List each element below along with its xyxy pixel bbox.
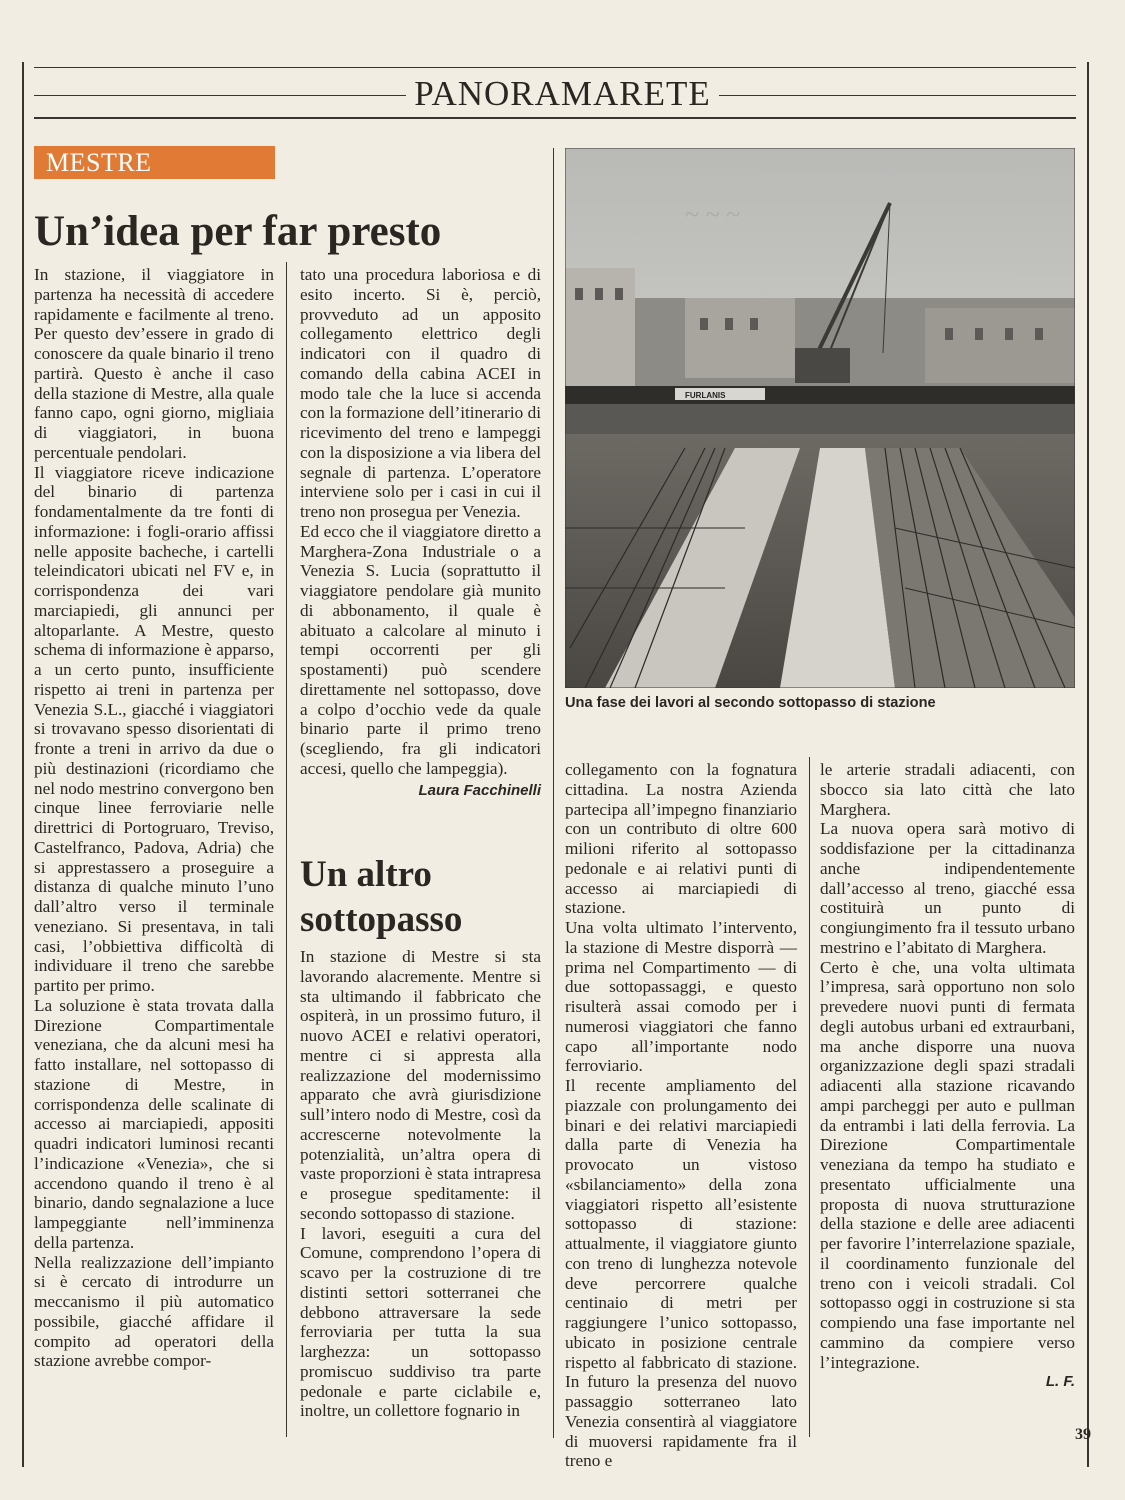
column-divider-1 [286, 262, 287, 1437]
masthead-title: PANORAMARETE [406, 74, 719, 113]
article2-column-4 [820, 760, 1075, 1392]
svg-text:~ ~ ~: ~ ~ ~ [685, 200, 741, 229]
crane-sign-text: FURLANIS [685, 391, 726, 400]
masthead [0, 72, 1125, 116]
column-divider-3 [809, 757, 810, 1437]
article2-column-2 [300, 947, 541, 1421]
outer-right-rule [1087, 62, 1089, 1467]
column-divider-2 [553, 148, 554, 1438]
article1-column-1 [34, 265, 274, 1371]
article-title: Un’idea per far presto [34, 208, 442, 255]
top-rule [34, 67, 1076, 68]
photo-caption: Una fase dei lavori al secondo sottopasso di stazione [565, 695, 936, 711]
article2-title: Un altro sottopasso [300, 854, 463, 940]
article2-text-col3: collegamento con la fognatura cittadina. La nostra Azienda partecipa all’impegno finanziario con un contributo di oltre 600 milioni riferito al sottopasso pedonale e ai relativi punti di accesso ai marciapiedi di stazione. Una volta ultimato l’intervento, la stazione di Mestre disporrà — prima nel Compartimento — di due sottopassaggi, e questo risulterà assai comodo per i numerosi viaggiatori che fanno capo all’importante nodo ferroviario. Il recente ampliamento del piazzale con prolungamento dei binari e dei relativi marciapiedi dalla parte di Venezia ha provocato un vistoso «sbilanciamento» della zona viaggiatori rispetto all’esistente sottopasso di stazione: attualmente, il viaggiatore giunto con treno di lunghezza notevole deve percorrere qualche centinaio di metri per raggiungere l’unico sottopasso, ubicato in posizione centrale rispetto al fabbricato di stazione. In futuro la presenza del nuovo passaggio sotterraneo lato Venezia consentirà al viaggiatore di muoversi rapidamente fra il treno e [565, 760, 797, 1471]
article2-signature: L. F. [1045, 1373, 1075, 1391]
article2-text-col4: le arterie stradali adiacenti, con sbocco sia lato città che lato Marghera. La nuova opera sarà motivo di soddisfazione per la cittadinanza anche indipendentemente dall’accesso al treno, giacché essa costituirà un punto di congiungimento fra il tessuto urbano mestrino e l’abitato di Marghera. Certo è che, una volta ultimata l’impresa, sarà opportuno non solo prevedere nuovi punti di fermata degli autobus urbani ed extraurbani, ma anche disporre una nuova organizzazione degli spazi stradali adiacenti alla stazione ricavando ampi parcheggi per auto e pullman da entrambi i lati della ferrovia. La Direzione Compartimentale veneziana da tempo ha studiato e presentato ufficialmente una proposta di nuova strutturazione della stazione e delle aree adiacenti per favorire l’interrelazione spaziale, il coordinamento funzionale del treno con i veicoli stradali. Col sottopasso oggi in costruzione si sta compiendo una fase importante nel cammino da compiere verso l’integrazione. [820, 760, 1075, 1372]
article2-column-3 [565, 760, 797, 1471]
section-tag: MESTRE [34, 146, 275, 179]
outer-left-rule [22, 62, 24, 1467]
page-number: 39 [1075, 1426, 1091, 1443]
article1-author: Laura Facchinelli [418, 781, 541, 799]
construction-photo [565, 148, 1075, 688]
masthead-bottom-rule [34, 117, 1076, 119]
article2-text-col2: In stazione di Mestre si sta lavorando alacremente. Mentre si sta ultimando il fabbricato che ospiterà, in un prossimo futuro, il nuovo ACEI e relativi operatori, mentre ci si appresta alla realizzazione del modernissimo apparato che avrà giurisdizione sull’intero nodo di Mestre, così da accrescerne notevolmente la potenzialità, un’altra opera di vaste proporzioni è stata intrapresa e prosegue speditamente: il secondo sottopasso di stazione. I lavori, eseguiti a cura del Comune, comprendono l’opera di scavo per la costruzione di tre distinti settori sotterranei che debbono attraversare la sede ferroviaria per tutta la sua larghezza: un sottopasso promiscuo suddiviso tra parte pedonale e parte ciclabile e, inoltre, un collettore fognario in [300, 947, 541, 1421]
article1-text-col2: tato una procedura laboriosa e di esito incerto. Si è, perciò, provveduto ad un apposito collegamento elettrico degli indicatori con il quadro di comando della cabina ACEI in modo tale che la luce si accenda con la formazione dell’itinerario di ricevimento del treno e lampeggi con la disposizione a via libera del segnale di partenza. L’operatore interviene solo per i casi in cui il treno non prosegua per Venezia. Ed ecco che il viaggiatore diretto a Marghera-Zona Industriale o a Venezia S. Lucia (soprattutto il viaggiatore pendolare già munito di abbonamento, il quale è abituato a calcolare al minuto i tempi occorrenti per gli spostamenti) può scendere direttamente nel sottopasso, dove a colpo d’occhio vede da quale binario parte il primo treno (scegliendo, fra gli indicatori accesi, quello che lampeggia). [300, 265, 541, 778]
article1-column-2 [300, 265, 541, 800]
construction-photo-image [565, 148, 1075, 688]
article1-text-col1: In stazione, il viaggiatore in partenza ha necessità di accedere rapidamente e facilmente al treno. Per questo dev’essere in grado di conoscere da quale binario il treno partirà. Questo è anche il caso della stazione di Mestre, alla quale fanno capo, ogni giorno, migliaia di viaggiatori, in buona percentuale pendolari. Il viaggiatore riceve indicazione del binario di partenza fondamentalmente da tre fonti di informazione: i fogli-orario affissi nelle apposite bacheche, i cartelli teleindicatori ubicati nel FV e, in corrispondenza dei vari marciapiedi, gli annunci per altoparlante. A Mestre, questo schema di informazione è apparso, a un certo punto, insufficiente rispetto ai treni in partenza per Venezia S.L., giacché i viaggiatori si trovavano spesso disorientati di fronte a treni in arrivo da due o più destinazioni (ricordiamo che nel nodo mestrino convergono ben cinque linee ferroviarie nelle direttrici di Portogruaro, Treviso, Castelfranco, Padova, Adria) che si apprestassero a proseguire a distanza di qualche minuto l’uno dall’altro verso il terminale veneziano. Si presentava, in tali casi, l’obbiettiva difficoltà di individuare il treno che sarebbe partito per primo. La soluzione è stata trovata dalla Direzione Compartimentale veneziana, che da alcuni mesi ha fatto installare, nel sottopasso di stazione di Mestre, in corrispondenza delle scalinate di accesso ai marciapiedi, appositi quadri indicatori luminosi recanti l’indicazione «Venezia», che si accendono quando il treno è al binario, dando segnalazione a luce lampeggiante nell’imminenza della partenza. Nella realizzazione dell’impianto si è cercato di introdurre un meccanismo il più automatico possibile, giacché affidare il compito ad operatori della stazione avrebbe compor- [34, 265, 274, 1371]
